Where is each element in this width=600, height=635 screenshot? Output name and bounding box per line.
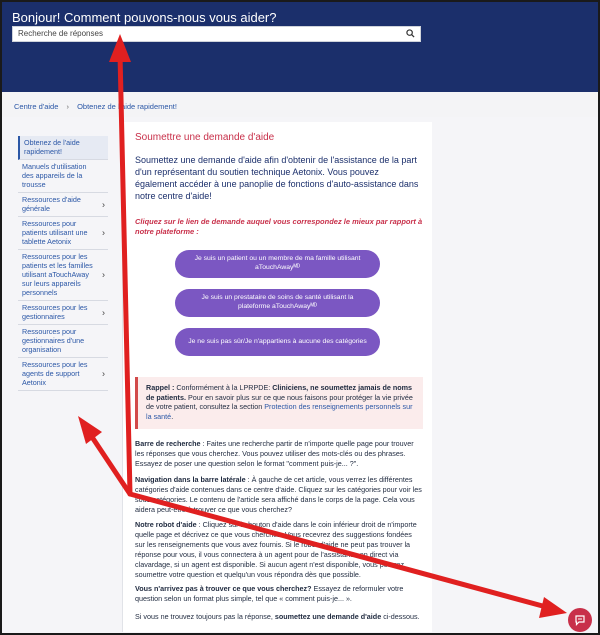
paragraph-text: : Cliquez sur le bouton d'aide dans le coin inférieur droit de n'importe quelle page et décrivez ce que vous cherchez. Vous recevrez des suggestions fondées sur les renseignements que vous avez fournis. Si le robot d'aide ne peut pas trouver la réponse pour vous, il vous connectera à un agent pour de l'assistance en direct via clavardage, si un agent est disponible. Si aucun agent n'est disponible, vous pourrez soumettre votre question et quelqu'un vous répondra dès que possible. — [135, 520, 417, 580]
sidebar-item-label: Ressources pour les patients et les familles utilisant aTouchAway sur leurs appareils personnels — [22, 252, 93, 297]
paragraph-emphasis: soumettez une demande d'aide — [274, 612, 382, 621]
help-paragraph-sidebar — [135, 475, 423, 515]
article-intro: Soumettez une demande d'aide afin d'obtenir de l'assistance de la part d'un représentant du soutien technique Aetonix. Vous pouvez également accéder à une panoplie de fonctions d'auto-assistance dans notre centre d'aide! — [135, 155, 419, 202]
privacy-link[interactable]: Protection des renseignements personnels sur la santé — [146, 402, 413, 422]
search-placeholder: Recherche de réponses — [18, 29, 103, 38]
breadcrumb-current[interactable]: Obtenez de l'aide rapidement! — [77, 102, 177, 111]
paragraph-text: Si vous ne trouvez toujours pas la réponse, — [135, 612, 275, 621]
paragraph-heading: Navigation dans la barre latérale — [135, 475, 246, 484]
privacy-alert — [135, 377, 423, 429]
chat-button[interactable] — [568, 608, 592, 632]
breadcrumb-home[interactable]: Centre d'aide — [14, 102, 59, 111]
sidebar-item[interactable] — [18, 217, 108, 250]
help-paragraph-robot — [135, 520, 423, 580]
sidebar-item[interactable] — [18, 250, 108, 301]
header-banner — [2, 2, 598, 92]
chevron-right-icon[interactable]: › — [102, 269, 105, 280]
paragraph-text: : Faites une recherche partir de n'importe quelle page pour trouver les réponses que vous cherchez. Vous pouvez utiliser des mots-clés ou des phrases. Essayez de poser une question selon le format "comment puis-je... ?". — [135, 439, 414, 469]
chevron-right-icon[interactable]: › — [102, 368, 105, 379]
sidebar-item-label: Obtenez de l'aide rapidement! — [24, 138, 80, 156]
sidebar-item-label: Ressources pour les agents de support Aetonix — [22, 360, 88, 387]
breadcrumb-separator: › — [66, 102, 69, 111]
chevron-right-icon[interactable]: › — [102, 227, 105, 238]
article-title: Soumettre une demande d'aide — [135, 132, 275, 143]
search-input[interactable] — [12, 26, 421, 42]
paragraph-text-end: ci-dessous. — [381, 612, 420, 621]
sidebar-item[interactable] — [18, 325, 108, 358]
sidebar — [18, 136, 108, 391]
sidebar-item[interactable] — [18, 136, 108, 160]
paragraph-text: Essayez de reformuler votre question selon un format plus simple, tel que « comment puis-je... ». — [135, 584, 404, 604]
provider-request-button[interactable]: Je suis un prestataire de soins de santé utilisant la plateforme aTouchAwayᴹᴰ — [175, 289, 380, 317]
sidebar-item-label: Ressources d'aide générale — [22, 195, 81, 213]
sidebar-item-label: Manuels d'utilisation des appareils de la trousse — [22, 162, 87, 189]
sidebar-item-label: Ressources pour patients utilisant une tablette Aetonix — [22, 219, 88, 246]
article — [122, 122, 432, 632]
help-paragraph-submit — [135, 612, 423, 622]
chevron-right-icon[interactable]: › — [102, 198, 105, 209]
paragraph-heading: Vous n'arrivez pas à trouver ce que vous cherchez? — [135, 584, 312, 593]
sidebar-item[interactable] — [18, 358, 108, 391]
paragraph-text: : À gauche de cet article, vous verrez les différentes catégories d'aide contenues dans ce centre d'aide. Cliquez sur les catégories pour voir les sous-catégories. Le contenu de l'article sera affiché dans le corps de la page. Cela vous aidera peut-être à trouver ce que vous cherchez? — [135, 475, 422, 515]
instruction-note: Cliquez sur le lien de demande auquel vous correspondez le mieux par rapport à notre plateforme : — [135, 217, 423, 237]
search-icon[interactable] — [406, 29, 415, 38]
alert-lead: Rappel : — [146, 383, 175, 392]
alert-text: Conformément à la LPRPDE: — [174, 383, 273, 392]
chevron-right-icon[interactable]: › — [102, 306, 105, 317]
breadcrumb — [14, 102, 177, 111]
sidebar-item[interactable] — [18, 193, 108, 217]
chat-icon — [574, 614, 586, 626]
sidebar-item[interactable] — [18, 301, 108, 325]
sidebar-item-label: Ressources pour gestionnaires d'une organisation — [22, 327, 85, 354]
alert-text-2: Pour en savoir plus sur ce que nous faisons pour protéger la vie privée de votre patient, consultez la section — [146, 392, 413, 412]
paragraph-heading: Barre de recherche — [135, 439, 201, 448]
alert-text-3: . — [171, 412, 174, 422]
page-title: Bonjour! Comment pouvons-nous vous aider? — [12, 10, 277, 25]
patient-request-button[interactable]: Je suis un patient ou un membre de ma famille utilisant aTouchAwayᴹᴰ — [175, 250, 380, 278]
sidebar-item[interactable] — [18, 160, 108, 193]
alert-warning: Cliniciens, ne soumettez jamais de noms de patients. — [146, 383, 413, 402]
other-request-button[interactable]: Je ne suis pas sûr/Je n'appartiens à aucune des catégories — [175, 328, 380, 356]
help-paragraph-search — [135, 439, 423, 469]
sidebar-item-label: Ressources pour les gestionnaires — [22, 303, 88, 321]
paragraph-heading: Notre robot d'aide — [135, 520, 197, 529]
help-paragraph-rephrase — [135, 584, 423, 604]
